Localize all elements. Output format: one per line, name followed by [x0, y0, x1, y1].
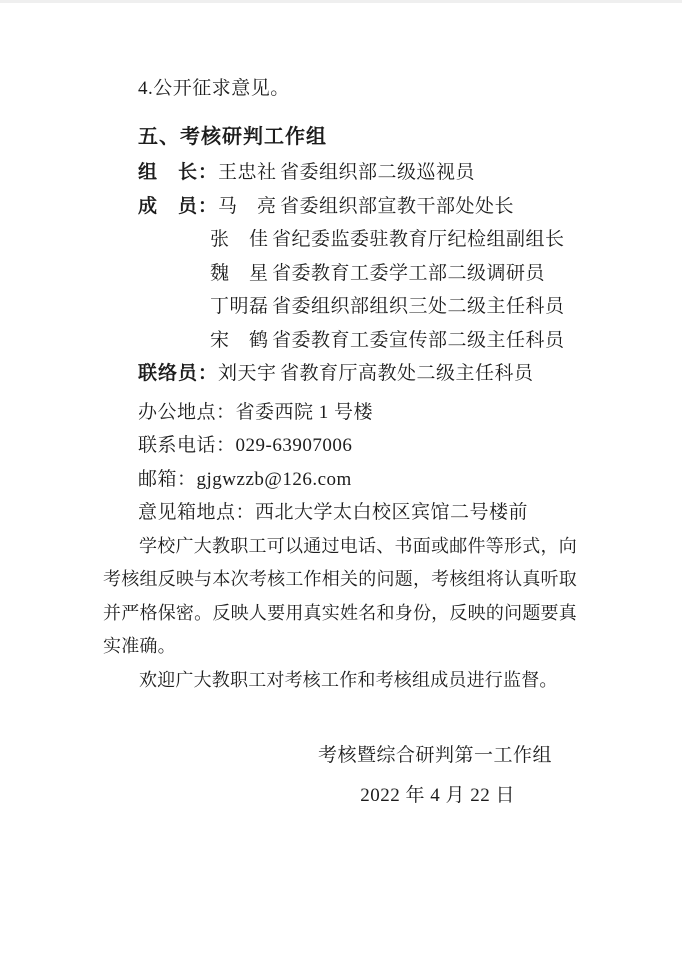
- member-name: 张 佳: [210, 229, 269, 250]
- member-title: 省委组织部组织三处二级主任科员: [272, 296, 565, 317]
- contact-label: 意见箱地点：: [138, 502, 256, 523]
- roster-row-liaison: [138, 357, 577, 391]
- member-title: 省委组织部宣教干部处处长: [280, 195, 515, 217]
- notice-paragraph: 学校广大教职工可以通过电话、书面或邮件等形式，向考核组反映与本次考核工作相关的问题，考核组将认真听取并严格保密。反映人要用真实姓名和身份，反映的问题要真实准确。: [103, 535, 577, 656]
- list-item-4: 4.公开征求意见。: [138, 78, 290, 99]
- member-title: 省纪委监委驻教育厅纪检组副组长: [272, 229, 565, 250]
- contact-row-office: [138, 396, 577, 430]
- signoff-block: [103, 739, 577, 812]
- roster-role-label: [138, 324, 210, 358]
- member-title: 省委教育工委宣传部二级主任科员: [272, 329, 565, 351]
- roster-role-label: [138, 290, 210, 324]
- roster-row-leader: [138, 156, 577, 190]
- contact-value: 029-63907006: [235, 435, 353, 456]
- roster-row-member: [138, 190, 577, 224]
- roster-role-label: [138, 257, 210, 291]
- member-name: 宋 鹤: [210, 329, 269, 351]
- contact-value: 省委西院 1 号楼: [235, 401, 374, 423]
- roster-row-member: [138, 324, 577, 358]
- roster: [103, 156, 577, 391]
- section-heading: 五、考核研判工作组: [138, 125, 327, 148]
- member-title: 省委组织部二级巡视员: [280, 162, 476, 183]
- document-body: [103, 72, 577, 812]
- welcome-paragraph: 欢迎广大教职工对考核工作和考核组成员进行监督。: [139, 669, 558, 690]
- member-title: 省委教育工委学工部二级调研员: [272, 262, 546, 284]
- roster-row-member: [138, 257, 577, 291]
- member-name: 魏 星: [210, 262, 269, 284]
- roster-role-label: 联络员：: [138, 363, 219, 384]
- member-title: 省教育厅高教处二级主任科员: [280, 363, 534, 384]
- contact-value: gjgwzzb@126.com: [196, 468, 352, 490]
- contact-label: 联系电话：: [138, 435, 236, 456]
- member-name: 马 亮: [218, 195, 277, 217]
- contact-row-suggestion-box: [138, 496, 577, 530]
- contact-info: [103, 396, 577, 530]
- contact-row-email: [138, 463, 577, 497]
- member-name: 王忠社: [218, 162, 277, 183]
- signoff-date: 2022 年 4 月 22 日: [360, 784, 515, 806]
- contact-label: 邮箱：: [138, 468, 197, 490]
- roster-role-label: [138, 223, 210, 257]
- roster-row-member: [138, 223, 577, 257]
- contact-label: 办公地点：: [138, 401, 236, 423]
- signoff-organization: 考核暨综合研判第一工作组: [317, 745, 552, 766]
- member-name: 刘天宇: [218, 363, 277, 384]
- member-name: 丁明磊: [210, 296, 269, 317]
- roster-role-label: 组 长：: [138, 162, 219, 183]
- roster-role-label: 成 员：: [138, 195, 219, 217]
- roster-row-member: [138, 290, 577, 324]
- contact-value: 西北大学太白校区宾馆二号楼前: [255, 502, 529, 523]
- contact-row-phone: [138, 429, 577, 463]
